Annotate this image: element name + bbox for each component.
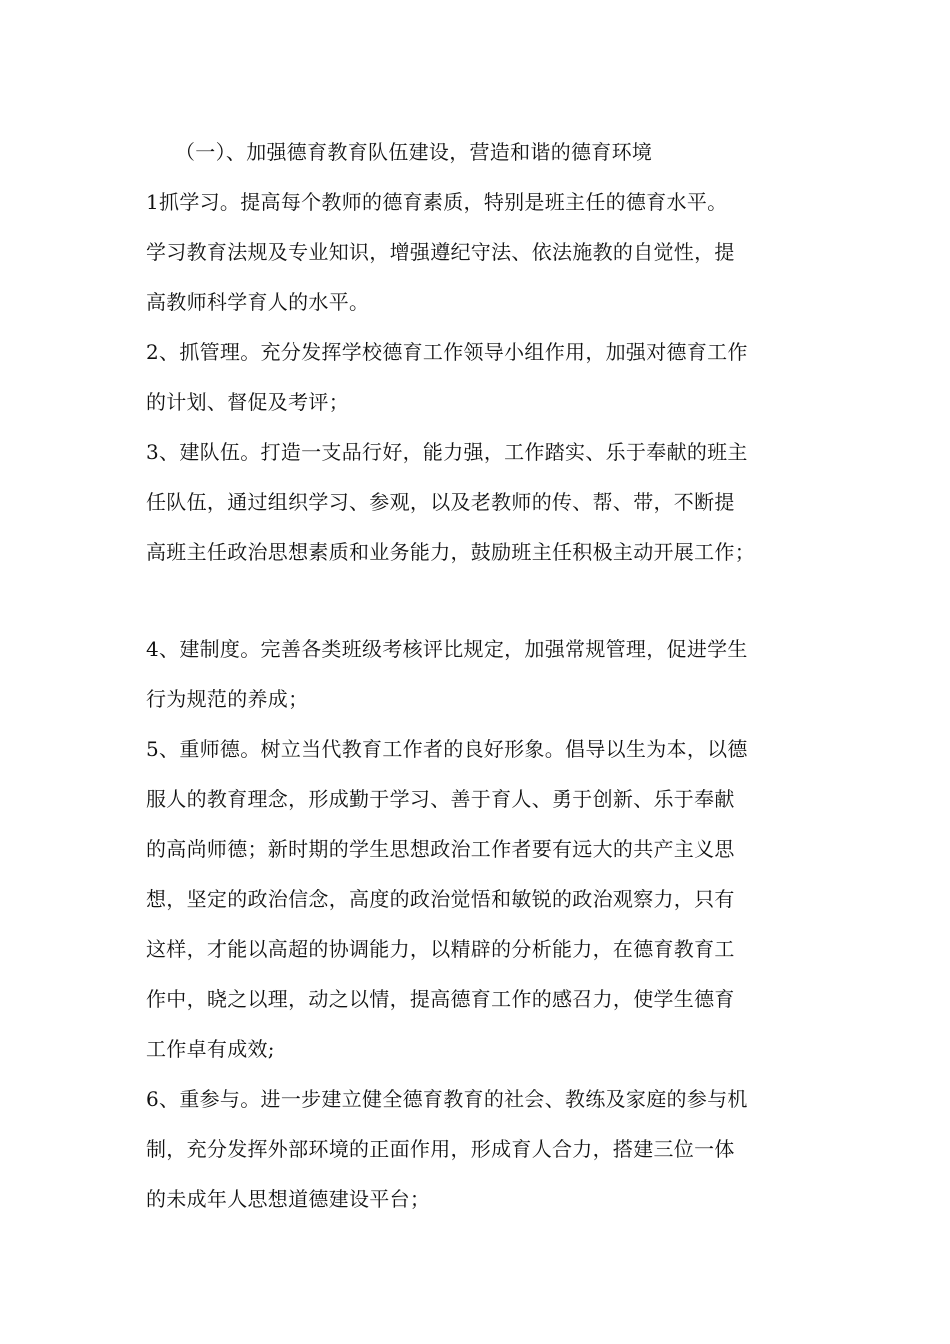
paragraph-line: 的高尚师德；新时期的学生思想政治工作者要有远大的共产主义思 xyxy=(146,837,735,861)
paragraph-line: 高教师科学育人的水平。 xyxy=(146,290,370,314)
paragraph-line: 任队伍，通过组织学习、参观，以及老教师的传、帮、带，不断提 xyxy=(146,490,735,514)
paragraph-line: 2、抓管理。充分发挥学校德育工作领导小组作用，加强对德育工作 xyxy=(146,340,748,364)
paragraph-line: 6、重参与。进一步建立健全德育教育的社会、教练及家庭的参与机 xyxy=(146,1087,748,1111)
paragraph-line: 作中，晓之以理，动之以情，提高德育工作的感召力，使学生德育 xyxy=(146,987,735,1011)
paragraph-line: 的未成年人思想道德建设平台； xyxy=(146,1187,431,1211)
paragraph-line: 5、重师德。树立当代教育工作者的良好形象。倡导以生为本，以德 xyxy=(146,737,748,761)
paragraph-line: 想，坚定的政治信念，高度的政治觉悟和敏锐的政治观察力，只有 xyxy=(146,887,735,911)
paragraph-line: 工作卓有成效; xyxy=(146,1037,275,1061)
paragraph-line: 服人的教育理念，形成勤于学习、善于育人、勇于创新、乐于奉献 xyxy=(146,787,735,811)
paragraph-line: 高班主任政治思想素质和业务能力，鼓励班主任积极主动开展工作； xyxy=(146,540,755,564)
paragraph-line: 这样，才能以高超的协调能力，以精辟的分析能力，在德育教育工 xyxy=(146,937,735,961)
section-heading: （一）、加强德育教育队伍建设，营造和谐的德育环境 xyxy=(175,140,653,164)
paragraph-line: 4、建制度。完善各类班级考核评比规定，加强常规管理，促进学生 xyxy=(146,637,748,661)
paragraph-line: 1抓学习。提高每个教师的德育素质，特别是班主任的德育水平。 xyxy=(146,190,728,214)
paragraph-line: 3、建队伍。打造一支品行好，能力强，工作踏实、乐于奉献的班主 xyxy=(146,440,748,464)
paragraph-line: 学习教育法规及专业知识，增强遵纪守法、依法施教的自觉性，提 xyxy=(146,240,735,264)
paragraph-line: 行为规范的养成； xyxy=(146,687,309,711)
paragraph-line: 的计划、督促及考评； xyxy=(146,390,349,414)
paragraph-line: 制，充分发挥外部环境的正面作用，形成育人合力，搭建三位一体 xyxy=(146,1137,735,1161)
